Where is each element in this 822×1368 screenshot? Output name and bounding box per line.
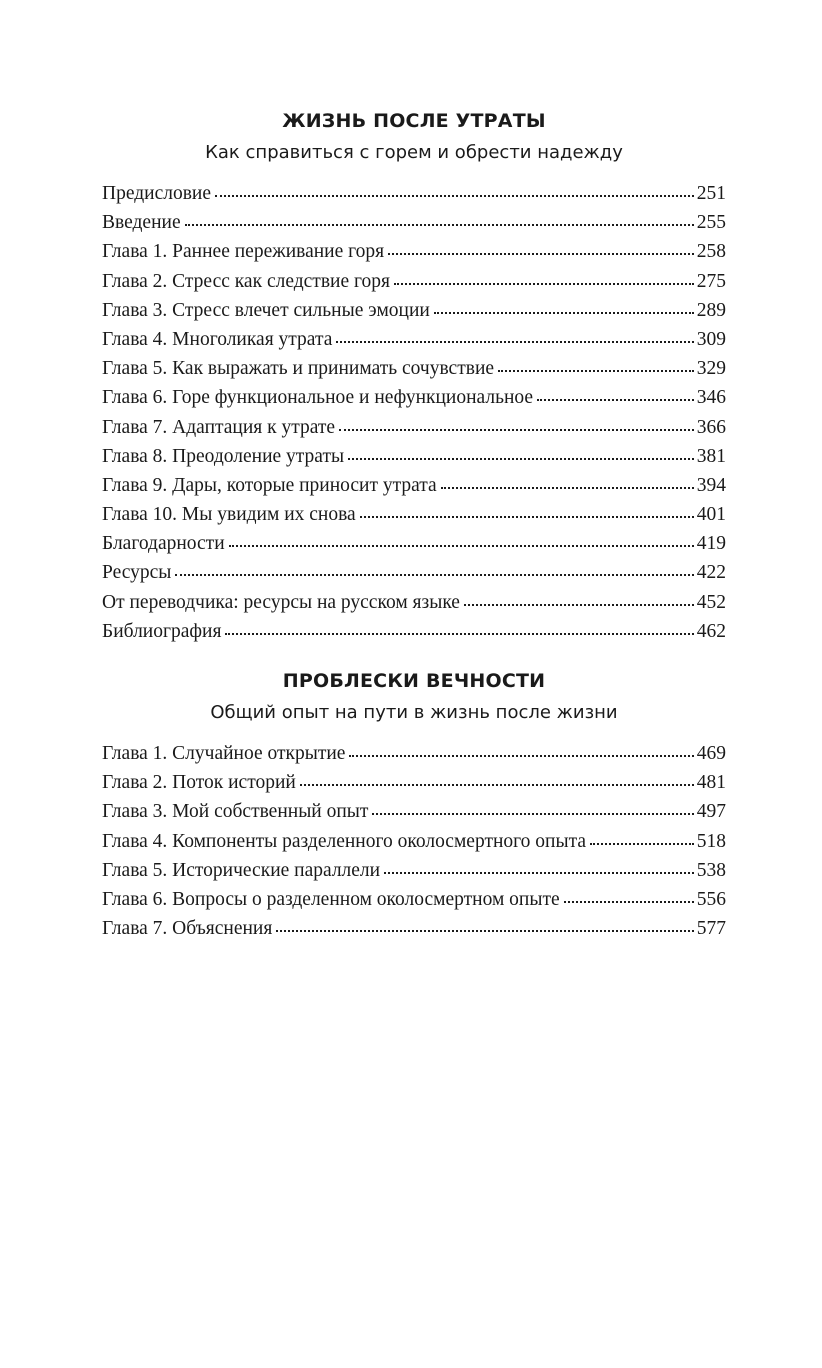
toc-entry-page-number: 381 [696, 445, 726, 467]
toc-entry-title: Предисловие [102, 183, 212, 204]
toc-entry [102, 267, 726, 296]
toc-entry-title: Глава 4. Многоликая утрата [102, 328, 333, 350]
toc-entry [102, 325, 726, 354]
toc-entry-title: Благодарности [102, 533, 225, 555]
toc-entry-page-number: 538 [696, 859, 726, 881]
toc-entry-page-number: 419 [696, 533, 726, 555]
book-title: ЖИЗНЬ ПОСЛЕ УТРАТЫ [282, 110, 546, 132]
toc-entry-page-number: 556 [696, 888, 726, 910]
toc-entry-title: Глава 3. Стресс влечет сильные эмоции [102, 299, 430, 321]
toc-entry-title: Глава 10. Мы увидим их снова [102, 504, 356, 526]
toc-entry-title: Глава 7. Объяснения [102, 918, 273, 940]
toc-entry [102, 208, 726, 237]
dot-leader [276, 930, 693, 932]
dot-leader [441, 487, 694, 489]
toc-entry-page-number: 346 [696, 387, 726, 409]
toc-entry-title: Глава 9. Дары, которые приносит утрата [102, 474, 437, 496]
dot-leader [537, 399, 694, 401]
toc-entry [102, 856, 726, 885]
dot-leader [394, 283, 694, 285]
toc-entry [102, 500, 726, 529]
toc-entry [102, 442, 726, 471]
dot-leader [372, 813, 693, 815]
toc-entry-title: Глава 4. Компоненты разделенного околосмертного опыта [102, 830, 586, 852]
dot-leader [464, 604, 694, 606]
book-section-probleski-vechnosti [102, 664, 726, 943]
toc-entry-title: Глава 8. Преодоление утраты [102, 445, 345, 467]
toc-entry-title: Глава 3. Мой собственный опыт [102, 801, 369, 823]
toc-entry [102, 558, 726, 587]
toc-entry-title: Глава 1. Раннее переживание горя [102, 241, 385, 263]
toc-entry [102, 413, 726, 442]
toc-entry [102, 588, 726, 617]
toc-entry-title: Глава 5. Исторические параллели [102, 859, 381, 881]
dot-leader [215, 195, 694, 197]
toc-entry-page-number: 481 [696, 772, 726, 794]
dot-leader [225, 633, 693, 635]
toc-entry [102, 617, 726, 646]
toc-entry-page-number: 258 [696, 241, 726, 263]
book-title: ПРОБЛЕСКИ ВЕЧНОСТИ [282, 670, 546, 692]
toc-entry [102, 768, 726, 797]
toc-entry-page-number: 462 [696, 620, 726, 642]
dot-leader [229, 545, 694, 547]
toc-entry [102, 885, 726, 914]
dot-leader [336, 341, 693, 343]
toc-entry-page-number: 275 [696, 270, 726, 292]
dot-leader [590, 843, 694, 845]
toc-entry-page-number: 577 [696, 918, 726, 940]
dot-leader [175, 574, 693, 576]
toc-entry-title: Библиография [102, 620, 222, 642]
dot-leader [360, 516, 694, 518]
toc-entry-title: Глава 6. Вопросы о разделенном околосмертном опыте [102, 888, 560, 910]
book-subtitle: Общий опыт на пути в жизнь после жизни [210, 702, 618, 723]
book-subtitle: Как справиться с горем и обрести надежду [205, 142, 623, 163]
dot-leader [349, 755, 693, 757]
toc-entry-title: Введение [102, 212, 181, 234]
dot-leader [388, 253, 694, 255]
dot-leader [434, 312, 694, 314]
toc-entry-page-number: 255 [696, 212, 726, 234]
toc-entry-page-number: 394 [696, 474, 726, 496]
toc-entry-title: Глава 5. Как выражать и принимать сочувствие [102, 358, 495, 380]
toc-entry [102, 471, 726, 500]
toc-entry [102, 914, 726, 943]
toc-entry [102, 739, 726, 768]
toc-entry-page-number: 309 [696, 328, 726, 350]
toc-entry-title: Глава 2. Поток историй [102, 772, 296, 794]
toc-entry [102, 179, 726, 208]
toc-entry [102, 383, 726, 412]
toc-entry [102, 827, 726, 856]
toc-entry [102, 529, 726, 558]
toc-entry-page-number: 452 [696, 591, 726, 613]
toc-entry [102, 797, 726, 826]
toc-entry-title: Глава 6. Горе функциональное и нефункциональное [102, 387, 534, 409]
toc-list [102, 739, 726, 943]
book-section-zhizn-posle-utraty [102, 104, 726, 646]
dot-leader [384, 872, 694, 874]
toc-entry-page-number: 518 [696, 830, 726, 852]
dot-leader [339, 429, 694, 431]
toc-entry-page-number: 422 [696, 562, 726, 584]
toc-entry-title: Глава 7. Адаптация к утрате [102, 416, 336, 438]
toc-entry-page-number: 401 [696, 504, 726, 526]
toc-entry-page-number: 329 [696, 358, 726, 380]
dot-leader [498, 370, 694, 372]
toc-entry-title: Глава 2. Стресс как следствие горя [102, 270, 390, 292]
dot-leader [348, 458, 694, 460]
toc-entry [102, 237, 726, 266]
toc-entry-page-number: 366 [696, 416, 726, 438]
toc-entry-title: От переводчика: ресурсы на русском языке [102, 591, 460, 613]
toc-entry-page-number: 469 [696, 743, 726, 764]
toc-list [102, 179, 726, 646]
dot-leader [300, 784, 694, 786]
dot-leader [564, 901, 694, 903]
toc-entry-title: Глава 1. Случайное открытие [102, 743, 346, 764]
toc-entry [102, 354, 726, 383]
toc-entry-title: Ресурсы [102, 562, 172, 584]
toc-entry-page-number: 497 [696, 801, 726, 823]
toc-entry-page-number: 251 [696, 183, 726, 204]
toc-entry-page-number: 289 [696, 299, 726, 321]
toc-entry [102, 296, 726, 325]
dot-leader [185, 224, 694, 226]
